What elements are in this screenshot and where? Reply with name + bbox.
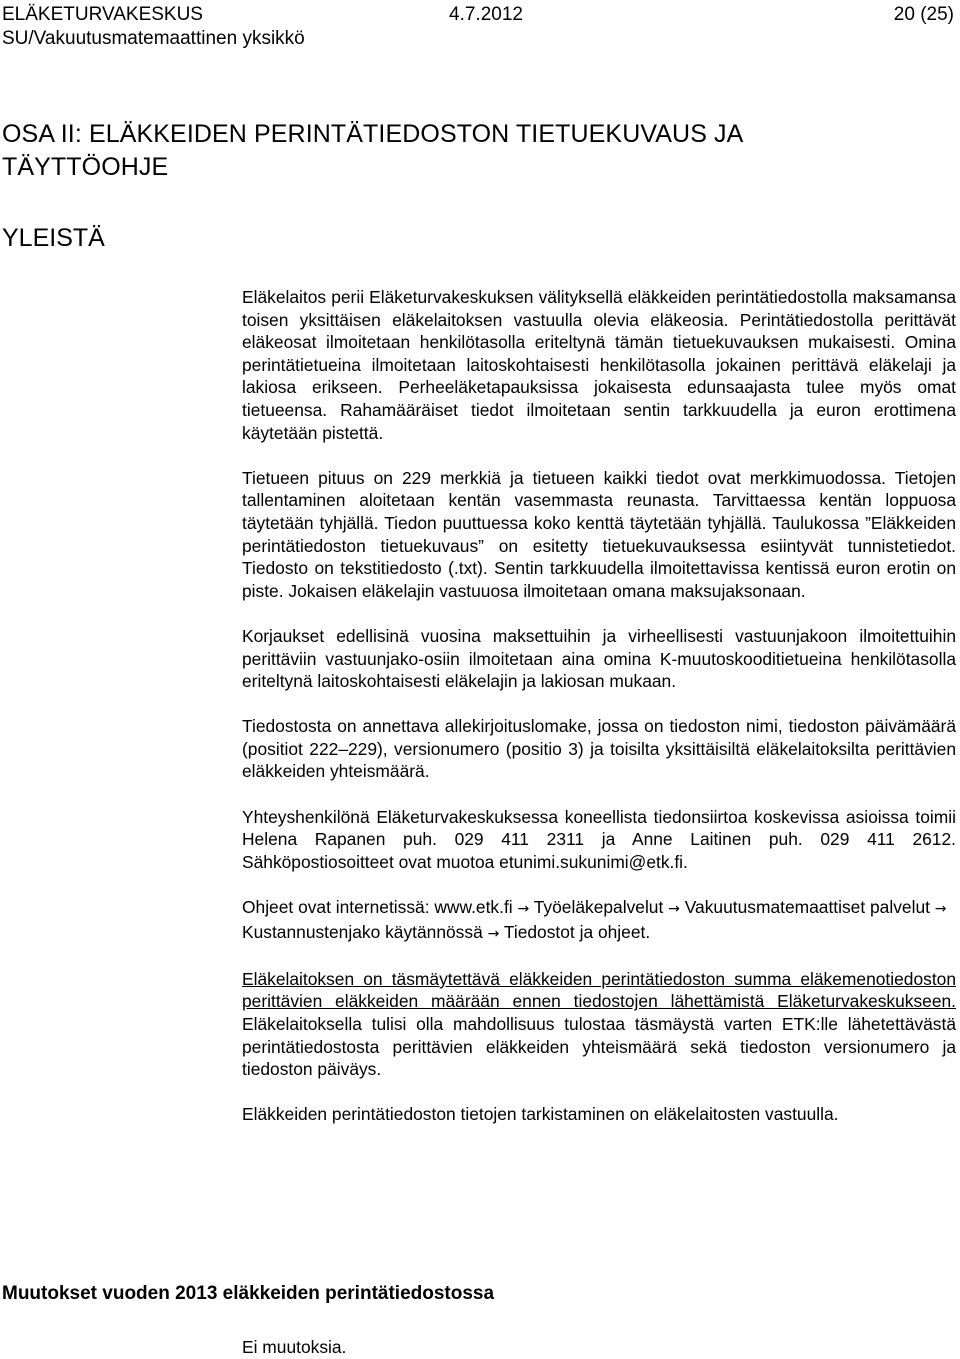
right-arrow-icon: → xyxy=(934,901,947,918)
no-changes-text: Ei muutoksia. xyxy=(242,1337,347,1357)
page-header xyxy=(2,3,954,27)
changes-heading: Muutokset vuoden 2013 eläkkeiden perintätiedostossa xyxy=(2,1283,495,1304)
instructions-step-3: Kustannustenjako käytännössä xyxy=(242,921,483,942)
header-date: 4.7.2012 xyxy=(449,4,523,25)
paragraph-general: Eläkelaitos perii Eläketurvakeskuksen välityksellä eläkkeiden perintätiedostolla maksamansa toisen yksittäisen eläkelaitoksen vastuulla olevia eläkeosia. Perintätiedostolla perittävät eläkeosat ilmoitetaan henkilötasolla eriteltynä tämän tietuekuvauksen mukaisesti. Omina perintätietueina ilmoitetaan laitoskohtaisesti henkilötasolla jokainen perittävä eläkelaji ja lakiosa erikseen. Perheeläketapauksissa jokaisesta edunsaajasta tulee myös omat tietueensa. Rahamääräiset tiedot ilmoitetaan sentin tarkkuudella ja euron erottimena käytetään pistettä. xyxy=(242,287,956,443)
instructions-step-2: Vakuutusmatemaattiset palvelut xyxy=(684,897,930,918)
header-page-number: 20 (25) xyxy=(893,4,954,25)
right-arrow-icon: → xyxy=(517,901,530,918)
body-text xyxy=(242,286,956,1126)
paragraph-reconciliation xyxy=(242,968,956,1081)
paragraph-responsibility: Eläkkeiden perintätiedoston tietojen tarkistaminen on eläkelaitosten vastuulla. xyxy=(242,1104,839,1125)
section-heading: YLEISTÄ xyxy=(2,224,105,252)
right-arrow-icon: → xyxy=(487,925,500,942)
header-unit: SU/Vakuutusmatemaattinen yksikkö xyxy=(2,28,305,49)
document-title: OSA II: ELÄKKEIDEN PERINTÄTIEDOSTON TIETUEKUVAUS JA TÄYTTÖOHJE xyxy=(2,120,743,181)
paragraph-contacts: Yhteyshenkilönä Eläketurvakeskuksessa koneellista tiedonsiirtoa koskevissa asioissa toimii Helena Rapanen puh. 029 411 2311 ja Anne Laitinen puh. 029 411 2612. Sähköpostiosoitteet ovat muotoa etunimi.sukunimi@etk.fi. xyxy=(242,806,956,872)
right-arrow-icon: → xyxy=(668,901,680,918)
paragraph-instructions-path xyxy=(242,896,956,945)
reconciliation-rest: Eläkelaitoksella tulisi olla mahdollisuus tulostaa täsmäystä varten ETK:lle lähetettävästä perintätiedostosta perittävien eläkkeiden yhteismäärä sekä tiedoston versionumero ja tiedoston päiväys. xyxy=(242,1014,956,1080)
paragraph-corrections: Korjaukset edellisinä vuosina maksettuihin ja virheellisesti vastuunjakoon ilmoitettuihin perittäviin vastuunjako-osiin ilmoitetaan aina omina K-muutoskooditietueina henkilötasolla eriteltynä laitoskohtaisesti eläkelajin ja lakiosan mukaan. xyxy=(242,625,956,692)
instructions-step-4: Tiedostot ja ohjeet. xyxy=(503,921,651,942)
instructions-step-1: Työeläkepalvelut xyxy=(533,897,664,918)
paragraph-record-format: Tietueen pituus on 229 merkkiä ja tietueen kaikki tiedot ovat merkkimuodossa. Tietojen tallentaminen aloitetaan kentän vasemmasta reunasta. Tarvittaessa kentän loppuosa täytetään tyhjällä. Tiedon puuttuessa koko kenttä täytetään tyhjällä. Taulukossa ”Eläkkeiden perintätiedoston tietuekuvaus” on esitetty tietuekuvauksessa esiintyvät tunnistetiedot. Tiedosto on tekstitiedosto (.txt). Sentin tarkkuudella ilmoitettavissa kentissä euron erotin on piste. Jokaisen eläkelajin vastuuosa ilmoitetaan omana maksujaksonaan. xyxy=(242,467,956,601)
reconciliation-underlined: Eläkelaitoksen on täsmäytettävä eläkkeiden perintätiedoston summa eläkemenotiedoston perittävien eläkkeiden määrään ennen tiedostojen lähettämistä Eläketurvakeskukseen. xyxy=(242,968,956,1012)
paragraph-signature-form: Tiedostosta on annettava allekirjoituslomake, jossa on tiedoston nimi, tiedoston päivämäärä (positiot 222–229), versionumero (positio 3) ja toisilta yksittäisiltä eläkelaitoksilta perittävien eläkkeiden yhteismäärä. xyxy=(242,716,956,782)
header-organization: ELÄKETURVAKESKUS xyxy=(2,4,203,25)
instructions-prefix: Ohjeet ovat internetissä: www.etk.fi xyxy=(242,897,513,918)
